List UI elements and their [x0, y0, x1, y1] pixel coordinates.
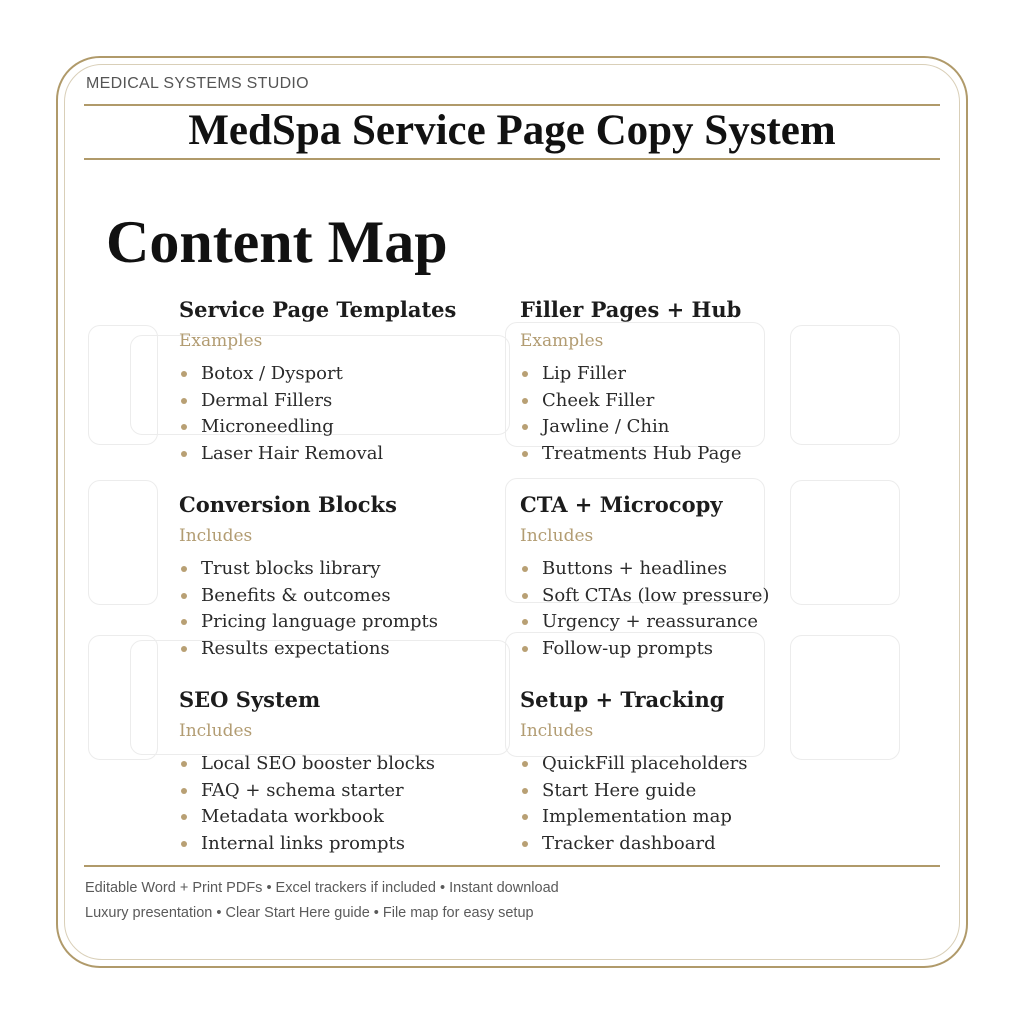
- list-item: Implementation map: [520, 804, 840, 831]
- list-item: Local SEO booster blocks: [179, 751, 499, 778]
- ghost-box: [88, 480, 158, 605]
- list-item: FAQ + schema starter: [179, 778, 499, 805]
- bullet-icon: [522, 371, 528, 377]
- bullet-icon: [522, 619, 528, 625]
- list-item: Internal links prompts: [179, 831, 499, 858]
- list-item: Trust blocks library: [179, 556, 499, 583]
- block-service-page-templates: [179, 296, 499, 467]
- bullet-icon: [522, 424, 528, 430]
- block-seo-system: [179, 686, 499, 857]
- footer-line-1: Editable Word + Print PDFs • Excel trackers if included • Instant download: [85, 880, 559, 896]
- block-conversion-blocks: [179, 491, 499, 662]
- block-list: [179, 556, 499, 662]
- bullet-icon: [522, 646, 528, 652]
- list-item: QuickFill placeholders: [520, 751, 840, 778]
- bullet-icon: [522, 593, 528, 599]
- footer-divider: [84, 865, 940, 867]
- bullet-icon: [522, 566, 528, 572]
- bullet-icon: [522, 814, 528, 820]
- list-item: Microneedling: [179, 414, 499, 441]
- list-item: Soft CTAs (low pressure): [520, 583, 840, 610]
- block-title: SEO System: [179, 687, 321, 712]
- list-item: Laser Hair Removal: [179, 441, 499, 468]
- block-list: [520, 361, 840, 467]
- bullet-icon: [181, 619, 187, 625]
- list-item: Jawline / Chin: [520, 414, 840, 441]
- bullet-icon: [181, 646, 187, 652]
- block-filler-pages-hub: [520, 296, 840, 467]
- block-subtitle: Includes: [179, 526, 253, 546]
- block-list: [179, 751, 499, 857]
- block-subtitle: Examples: [179, 331, 263, 351]
- block-subtitle: Includes: [179, 721, 253, 741]
- list-item: Buttons + headlines: [520, 556, 840, 583]
- brand-label: MEDICAL SYSTEMS STUDIO: [86, 75, 309, 92]
- list-item: Results expectations: [179, 636, 499, 663]
- bullet-icon: [181, 841, 187, 847]
- bullet-icon: [181, 371, 187, 377]
- block-subtitle: Includes: [520, 526, 594, 546]
- bullet-icon: [181, 814, 187, 820]
- bullet-icon: [181, 451, 187, 457]
- block-list: [520, 556, 840, 662]
- list-item: Lip Filler: [520, 361, 840, 388]
- block-list: [179, 361, 499, 467]
- block-title: CTA + Microcopy: [520, 492, 723, 517]
- list-item: Pricing language prompts: [179, 609, 499, 636]
- block-cta-microcopy: [520, 491, 840, 662]
- bullet-icon: [181, 761, 187, 767]
- bullet-icon: [181, 593, 187, 599]
- block-subtitle: Includes: [520, 721, 594, 741]
- bullet-icon: [181, 566, 187, 572]
- bullet-icon: [522, 788, 528, 794]
- bullet-icon: [181, 398, 187, 404]
- block-title: Conversion Blocks: [179, 492, 397, 517]
- bullet-icon: [522, 761, 528, 767]
- block-list: [520, 751, 840, 857]
- bullet-icon: [522, 451, 528, 457]
- page-title: MedSpa Service Page Copy System: [188, 107, 836, 154]
- list-item: Metadata workbook: [179, 804, 499, 831]
- block-subtitle: Examples: [520, 331, 604, 351]
- list-item: Benefits & outcomes: [179, 583, 499, 610]
- list-item: Botox / Dysport: [179, 361, 499, 388]
- list-item: Urgency + reassurance: [520, 609, 840, 636]
- block-title: Service Page Templates: [179, 297, 457, 322]
- bullet-icon: [522, 398, 528, 404]
- title-divider: [84, 158, 940, 160]
- block-title: Setup + Tracking: [520, 687, 725, 712]
- block-title: Filler Pages + Hub: [520, 297, 742, 322]
- list-item: Follow-up prompts: [520, 636, 840, 663]
- list-item: Dermal Fillers: [179, 388, 499, 415]
- list-item: Tracker dashboard: [520, 831, 840, 858]
- list-item: Cheek Filler: [520, 388, 840, 415]
- list-item: Treatments Hub Page: [520, 441, 840, 468]
- footer-line-2: Luxury presentation • Clear Start Here guide • File map for easy setup: [85, 905, 534, 921]
- list-item: Start Here guide: [520, 778, 840, 805]
- bullet-icon: [522, 841, 528, 847]
- bullet-icon: [181, 788, 187, 794]
- block-setup-tracking: [520, 686, 840, 857]
- bullet-icon: [181, 424, 187, 430]
- section-title: Content Map: [106, 209, 448, 275]
